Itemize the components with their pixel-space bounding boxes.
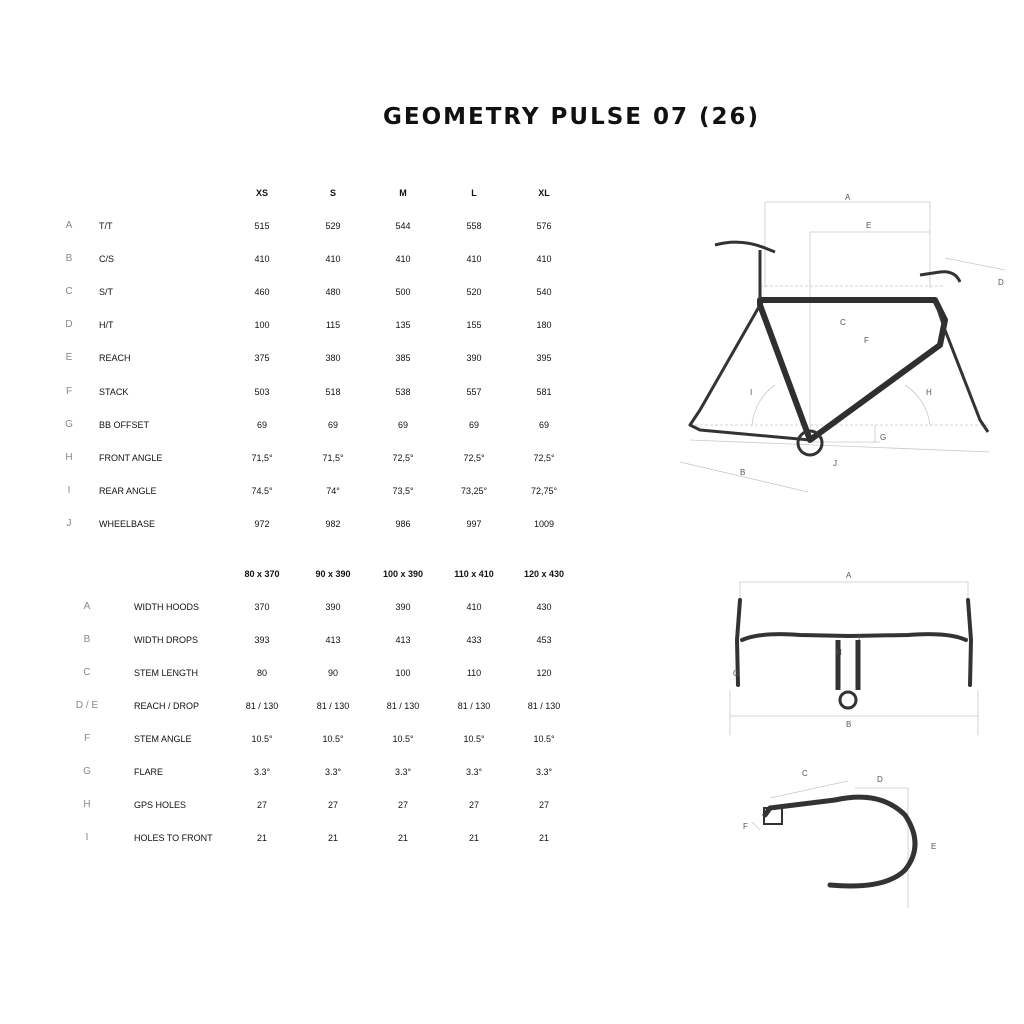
table-cell: 503 <box>254 386 270 397</box>
row-label: WHEELBASE <box>99 518 156 529</box>
dim-label-e: E <box>866 221 872 230</box>
table-cell: 110 <box>466 668 482 678</box>
row-label: REACH / DROP <box>134 701 200 711</box>
row-letter: E <box>65 352 73 364</box>
row-label: WIDTH HOODS <box>134 602 199 612</box>
column-header-4: 120 x 430 <box>523 569 565 579</box>
dim-label-f: F <box>864 336 869 345</box>
dim-label-b: B <box>740 468 746 477</box>
table-cell: 27 <box>327 800 339 810</box>
table-cell: 3.3° <box>394 767 412 777</box>
table-cell: 73,25° <box>460 485 488 496</box>
table-cell: 71,5° <box>322 452 344 463</box>
table-cell: 81 / 130 <box>316 701 350 711</box>
table-cell: 72,5° <box>392 452 414 463</box>
row-label: HOLES TO FRONT <box>134 833 213 843</box>
table-cell: 410 <box>466 602 482 612</box>
row-label: BB OFFSET <box>99 419 150 430</box>
column-header-4: XL <box>538 188 550 198</box>
row-letter: I <box>85 832 89 843</box>
table-cell: 71,5° <box>251 452 273 463</box>
dim-label-g: G <box>880 433 887 442</box>
row-label: STEM ANGLE <box>134 734 192 744</box>
table-cell: 10.5° <box>463 734 485 744</box>
table-cell: 81 / 130 <box>245 701 279 711</box>
table-cell: 515 <box>254 221 270 231</box>
dim-label-d: D <box>998 278 1004 287</box>
table-cell: 410 <box>466 254 482 265</box>
table-cell: 558 <box>466 221 482 231</box>
table-cell: 74.5° <box>251 485 273 496</box>
table-cell: 982 <box>325 518 341 529</box>
table-cell: 500 <box>395 287 411 298</box>
table-cell: 81 / 130 <box>457 701 491 711</box>
table-cell: 3.3° <box>465 767 483 777</box>
dim-label-i: I <box>750 388 753 397</box>
dim-label-h: H <box>926 388 932 397</box>
row-letter: C <box>65 286 73 298</box>
table-cell: 81 / 130 <box>527 701 561 711</box>
table-cell: 544 <box>395 221 411 231</box>
row-letter: C <box>83 667 91 678</box>
table-cell: 74° <box>326 485 340 496</box>
table-cell: 69 <box>538 419 550 430</box>
table-cell: 370 <box>254 602 270 612</box>
row-label: WIDTH DROPS <box>134 635 198 645</box>
table-cell: 3.3° <box>253 767 271 777</box>
row-label: REACH <box>99 353 131 364</box>
table-cell: 21 <box>397 833 409 843</box>
table-cell: 10.5° <box>392 734 414 744</box>
table-cell: 453 <box>536 635 552 645</box>
table-cell: 972 <box>254 518 270 529</box>
table-cell: 90 <box>327 668 339 678</box>
table-cell: 10.5° <box>533 734 555 744</box>
row-letter: F <box>65 385 73 397</box>
table-cell: 120 <box>536 668 552 678</box>
column-header-2: 100 x 390 <box>382 569 424 579</box>
table-cell: 986 <box>395 518 411 529</box>
side-label-e: E <box>931 842 937 851</box>
column-header-2: M <box>399 188 407 198</box>
side-label-d: D <box>877 775 883 784</box>
row-label: STEM LENGTH <box>134 668 199 678</box>
table-cell: 135 <box>395 320 411 331</box>
row-label: S/T <box>99 287 114 298</box>
row-letter: A <box>65 220 73 231</box>
row-letter: A <box>83 601 91 612</box>
table-cell: 390 <box>325 602 341 612</box>
table-cell: 21 <box>327 833 339 843</box>
row-letter: D <box>65 319 73 331</box>
table-cell: 21 <box>538 833 550 843</box>
table-cell: 27 <box>397 800 409 810</box>
table-cell: 69 <box>397 419 409 430</box>
table-cell: 180 <box>536 320 552 331</box>
table-cell: 581 <box>536 386 552 397</box>
table-cell: 27 <box>538 800 550 810</box>
table-cell: 460 <box>254 287 270 298</box>
table-cell: 81 / 130 <box>386 701 420 711</box>
table-cell: 518 <box>325 386 341 397</box>
row-letter: H <box>83 799 91 810</box>
table-cell: 72,5° <box>533 452 555 463</box>
row-label: FRONT ANGLE <box>99 452 163 463</box>
table-cell: 557 <box>466 386 482 397</box>
table-cell: 1009 <box>533 518 555 529</box>
table-cell: 10.5° <box>251 734 273 744</box>
table-cell: 27 <box>468 800 480 810</box>
table-cell: 3.3° <box>535 767 553 777</box>
table-cell: 72,75° <box>530 485 558 496</box>
table-cell: 480 <box>325 287 341 298</box>
table-cell: 69 <box>256 419 268 430</box>
table-cell: 27 <box>256 800 268 810</box>
row-label: FLARE <box>134 767 164 777</box>
column-header-0: 80 x 370 <box>244 569 280 579</box>
bar-label-b: B <box>846 720 852 729</box>
column-header-0: XS <box>255 188 269 198</box>
table-cell: 100 <box>395 668 411 678</box>
table-cell: 390 <box>395 602 411 612</box>
row-letter: D / E <box>75 700 99 711</box>
row-label: C/S <box>99 254 115 265</box>
row-letter: J <box>66 517 72 529</box>
side-label-c: C <box>802 769 808 778</box>
column-header-1: S <box>329 188 337 198</box>
table-cell: 115 <box>325 320 341 331</box>
table-cell: 380 <box>325 353 341 364</box>
table-cell: 390 <box>466 353 482 364</box>
side-label-f: F <box>743 822 748 831</box>
column-header-1: 90 x 390 <box>315 569 351 579</box>
table-cell: 410 <box>536 254 552 265</box>
table-cell: 410 <box>395 254 411 265</box>
table-cell: 433 <box>466 635 482 645</box>
bar-label-i: I <box>858 633 861 642</box>
row-letter: B <box>65 253 73 265</box>
bar-label-g: G <box>733 669 740 678</box>
row-label: T/T <box>99 221 113 231</box>
table-cell: 73,5° <box>392 485 414 496</box>
row-letter: I <box>67 484 71 496</box>
row-letter: G <box>65 418 73 430</box>
table-cell: 413 <box>325 635 341 645</box>
table-cell: 155 <box>466 320 482 331</box>
table-cell: 393 <box>254 635 270 645</box>
table-cell: 395 <box>536 353 552 364</box>
table-cell: 69 <box>327 419 339 430</box>
table-cell: 540 <box>536 287 552 298</box>
table-cell: 576 <box>536 221 552 231</box>
row-label: STACK <box>99 386 129 397</box>
bar-label-a: A <box>846 571 852 580</box>
table-cell: 10.5° <box>322 734 344 744</box>
row-letter: G <box>83 766 91 777</box>
page-title: GEOMETRY PULSE 07 (26) <box>383 104 761 130</box>
table-cell: 430 <box>536 602 552 612</box>
dim-label-j: J <box>833 459 837 468</box>
row-letter: H <box>65 451 73 463</box>
table-cell: 413 <box>395 635 411 645</box>
table-cell: 385 <box>395 353 411 364</box>
row-letter: B <box>83 634 91 645</box>
table-cell: 997 <box>466 518 482 529</box>
table-cell: 100 <box>254 320 270 331</box>
table-cell: 375 <box>254 353 270 364</box>
table-cell: 529 <box>325 221 341 231</box>
table-cell: 410 <box>325 254 341 265</box>
dim-label-a: A <box>845 193 851 202</box>
column-header-3: L <box>471 188 477 198</box>
row-label: H/T <box>99 320 114 331</box>
dim-label-c: C <box>840 318 846 327</box>
table-cell: 69 <box>468 419 480 430</box>
table-cell: 80 <box>256 668 268 678</box>
table-cell: 410 <box>254 254 270 265</box>
table-cell: 520 <box>466 287 482 298</box>
table-cell: 72,5° <box>463 452 485 463</box>
row-letter: F <box>83 733 91 744</box>
table-cell: 3.3° <box>324 767 342 777</box>
table-cell: 21 <box>468 833 480 843</box>
row-label: REAR ANGLE <box>99 485 157 496</box>
table-cell: 21 <box>256 833 268 843</box>
bar-label-h: H <box>836 648 842 657</box>
column-header-3: 110 x 410 <box>454 569 494 579</box>
table-cell: 538 <box>395 386 411 397</box>
row-label: GPS HOLES <box>134 800 187 810</box>
